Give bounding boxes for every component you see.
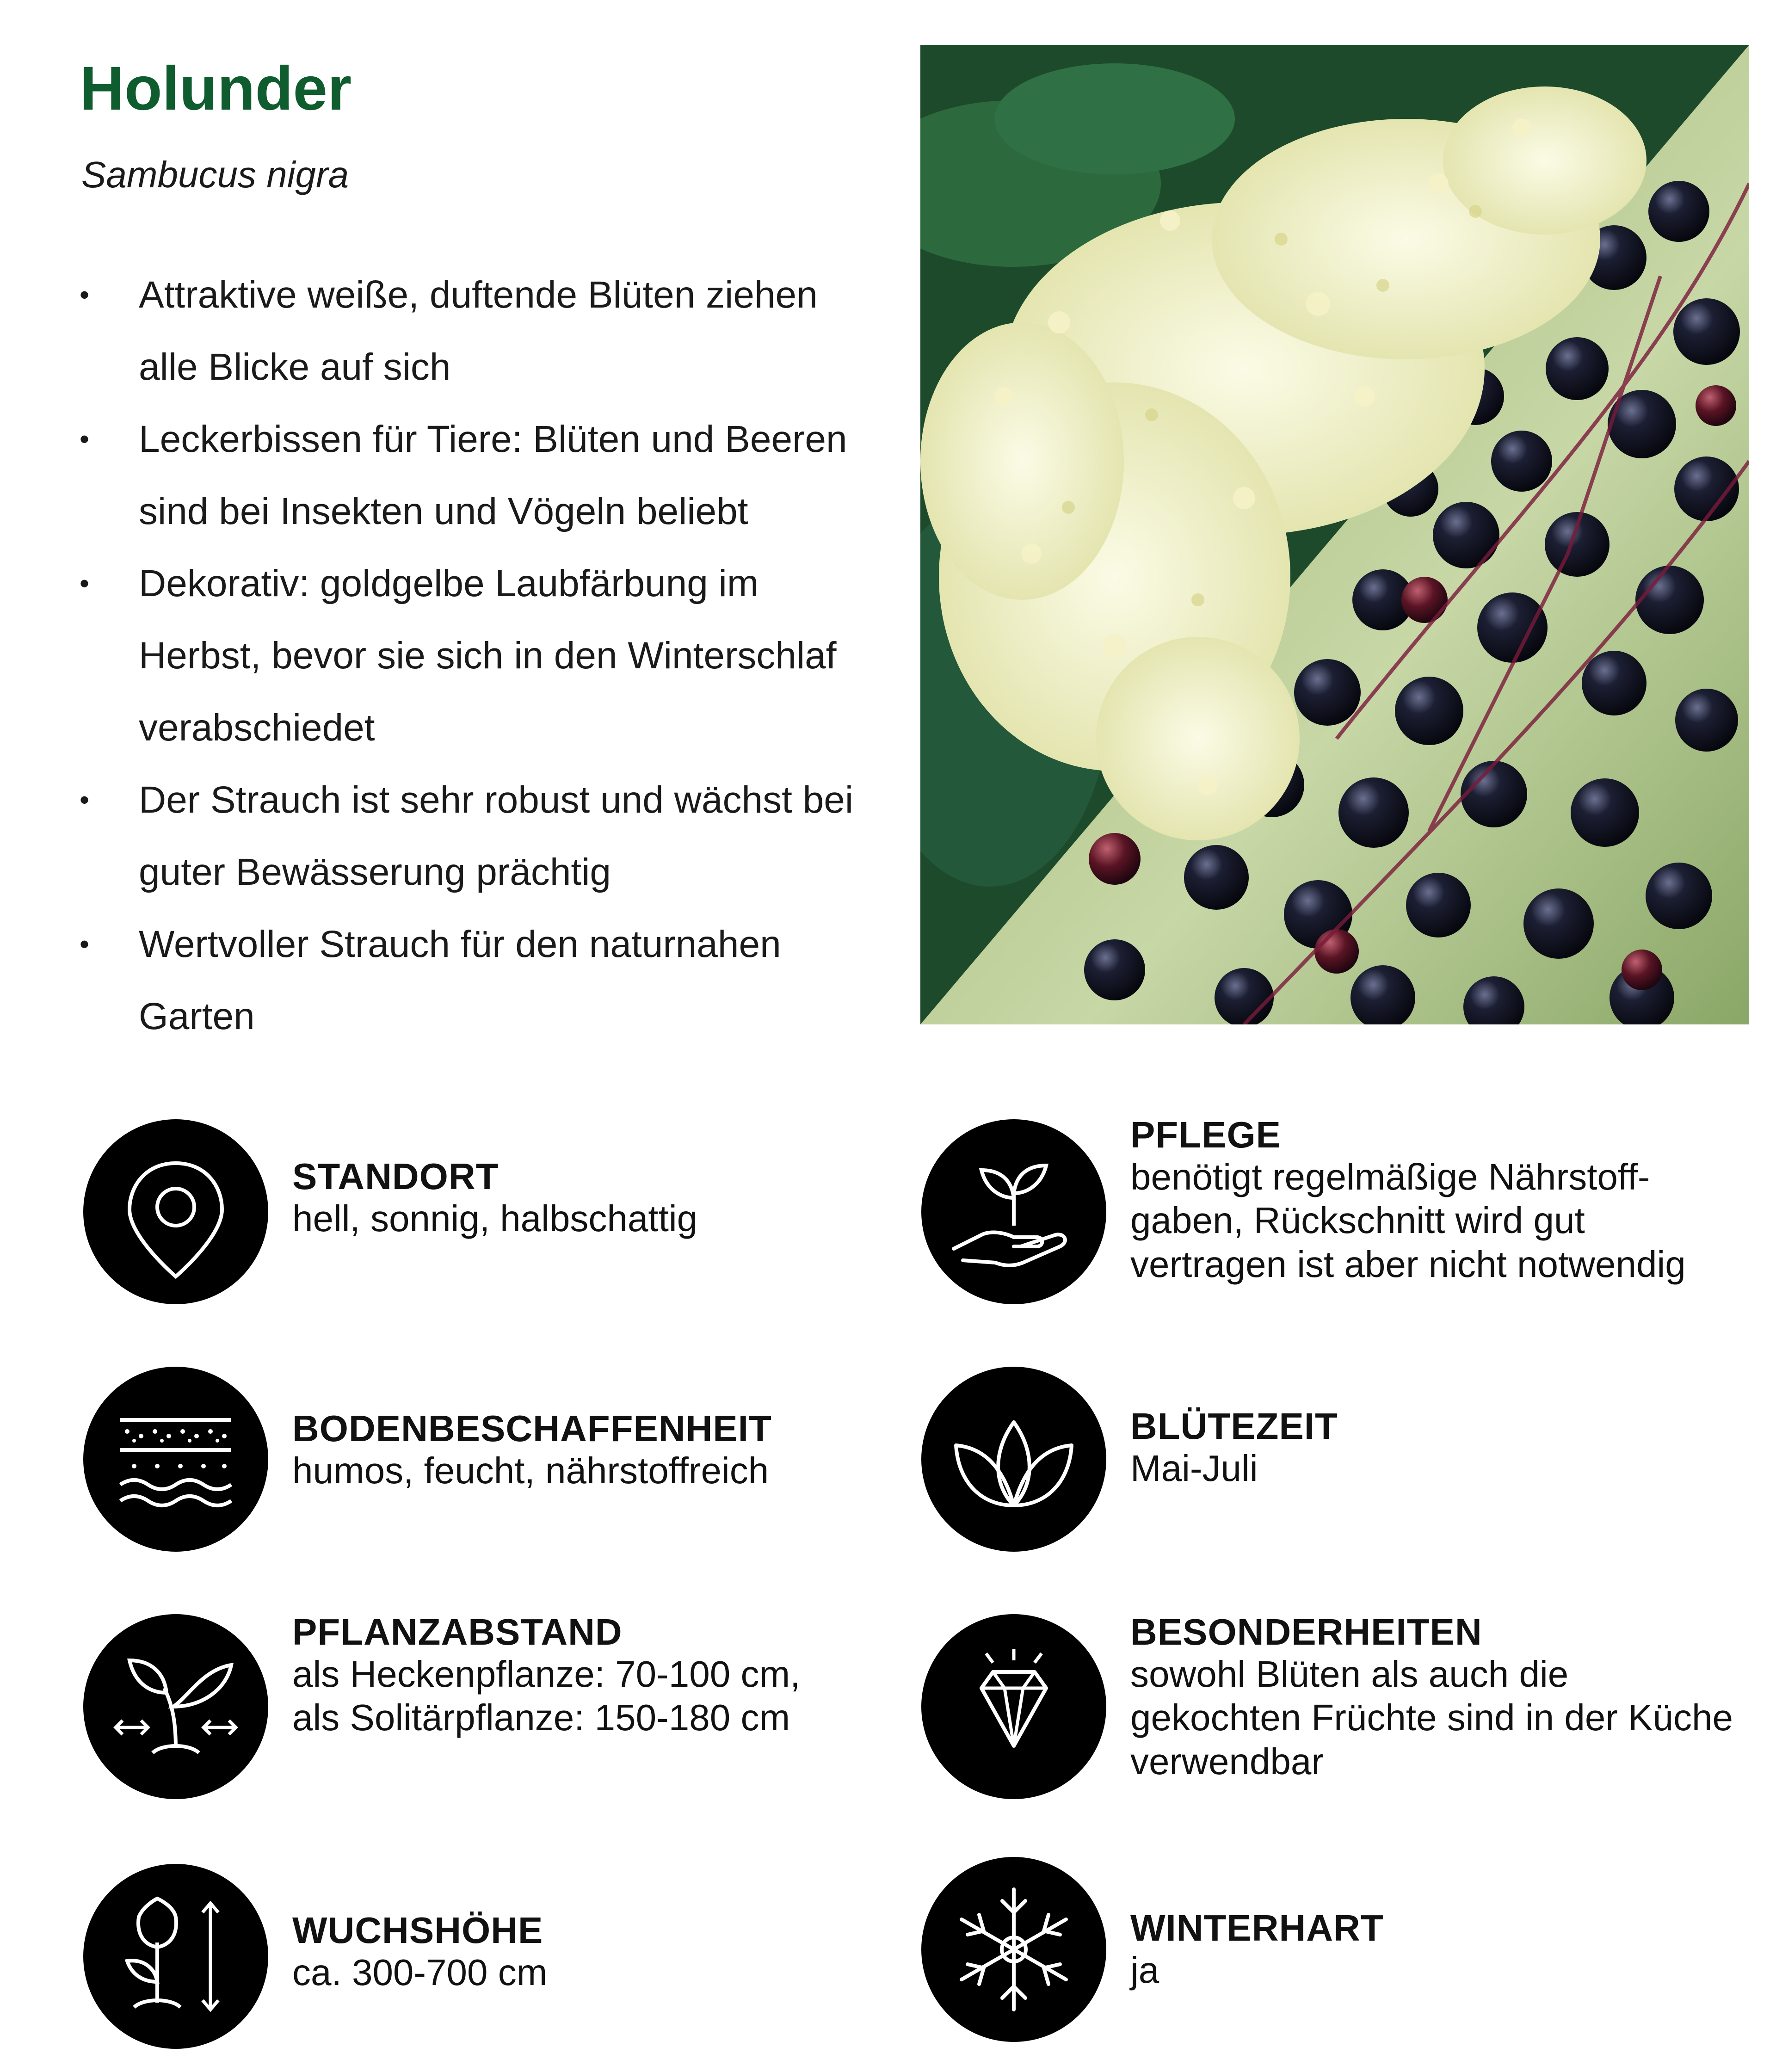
feature-label: BESONDERHEITEN bbox=[1130, 1611, 1482, 1653]
feature-value: ja bbox=[1130, 1949, 1159, 1991]
page-title: Holunder bbox=[80, 54, 352, 123]
location-pin-icon bbox=[83, 1119, 268, 1304]
feature-label: WINTERHART bbox=[1130, 1907, 1384, 1949]
feature-value: ca. 300-700 cm bbox=[292, 1952, 548, 1993]
feature-value: benötigt regelmäßige Nährstoff-gaben, Rückschnitt wird gut vertragen ist aber nicht notwendig bbox=[1130, 1156, 1686, 1285]
feature-value-heckenpflanze: als Heckenpflanze: 70-100 cm, bbox=[292, 1653, 801, 1695]
feature-value: hell, sonnig, halbschattig bbox=[292, 1198, 698, 1239]
feature-value: humos, feucht, nährstoffreich bbox=[292, 1450, 769, 1491]
feature-label: BODENBESCHAFFENHEIT bbox=[292, 1408, 772, 1449]
feature-value: Mai-Juli bbox=[1130, 1448, 1258, 1489]
bullet-item: • Der Strauch ist sehr robust und wächst bei guter Bewässerung prächtig bbox=[80, 764, 884, 908]
bullet-item: • Wertvoller Strauch für den naturnahen Garten bbox=[80, 908, 884, 1053]
feature-label: STANDORT bbox=[292, 1156, 499, 1197]
bullet-item: • Leckerbissen für Tiere: Blüten und Beeren sind bei Insekten und Vögeln beliebt bbox=[80, 403, 884, 548]
feature-value: sowohl Blüten als auch die gekochten Früchte sind in der Küche verwendbar bbox=[1130, 1653, 1733, 1782]
soil-layers-icon bbox=[83, 1367, 268, 1552]
feature-label: PFLEGE bbox=[1130, 1114, 1282, 1155]
feature-label: WUCHSHÖHE bbox=[292, 1910, 543, 1951]
feature-value-solitaerpflanze: als Solitärpflanze: 150-180 cm bbox=[292, 1697, 790, 1739]
seedling-hand-icon bbox=[921, 1119, 1106, 1304]
plant-height-icon bbox=[83, 1864, 268, 2049]
feature-label: PFLANZABSTAND bbox=[292, 1611, 623, 1653]
feature-label: BLÜTEZEIT bbox=[1130, 1406, 1338, 1447]
feature-bullet-list bbox=[80, 259, 884, 1053]
lotus-flower-icon bbox=[921, 1367, 1106, 1552]
bullet-item: • Attraktive weiße, duftende Blüten ziehen alle Blicke auf sich bbox=[80, 259, 884, 403]
snowflake-icon bbox=[921, 1857, 1106, 2042]
diamond-icon bbox=[921, 1614, 1106, 1799]
latin-name: Sambucus nigra bbox=[81, 154, 349, 195]
bullet-item: • Dekorativ: goldgelbe Laubfärbung im Herbst, bevor sie sich in den Winterschlaf verabschiedet bbox=[80, 548, 884, 764]
plant-spacing-icon bbox=[83, 1614, 268, 1799]
photo-illustration bbox=[920, 45, 1749, 1024]
elder-flower-berry-photo bbox=[920, 45, 1749, 1024]
